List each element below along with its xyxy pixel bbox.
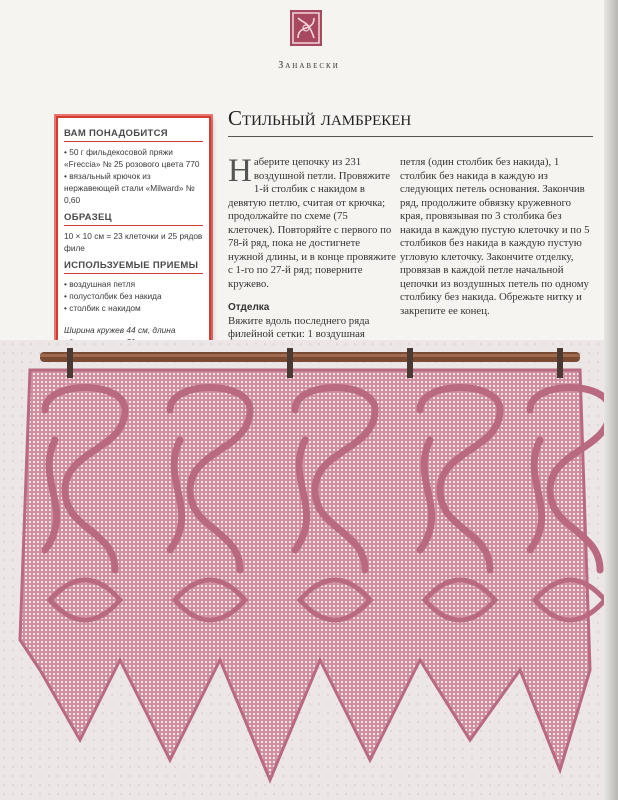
needs-heading: ВАМ ПОНАДОБИТСЯ [64,128,168,139]
curtain-clip [287,348,293,378]
title-divider [228,136,593,137]
technique-item: • столбик с накидом [64,302,203,314]
article-title: Стильный ламбрекен [228,106,412,130]
box-divider [64,141,203,142]
technique-item: • полустолбик без накида [64,290,203,302]
lace-valance-image [0,340,604,800]
curtain-photo [0,340,604,800]
techniques-heading: ИСПОЛЬЗУЕМЫЕ ПРИЕМЫ [64,260,199,271]
intro-paragraph [228,153,396,291]
drop-cap: Н [228,153,252,189]
finishing-paragraph-cont: петля (один столбик без накида), 1 столбик без накида в каждую из следующих петель основания. Закончив ряд, продолжите обвязку кружевного края, провязывая по 3 столбика без накида в каждую пустую клеточку и по 5 столбиков без накида в каждую пустую угловую клеточку. Закончите отделку, провязав в каждой петле начальной цепочки из воздушных петель по одному столбику без накида. Обрежьте нитку и закрепите ее конец. [400,156,590,317]
curtain-clip [67,348,73,378]
section-label: Занавески [278,60,340,71]
size-note: Ширина кружев 44 см, длина [64,325,176,335]
section-emblem-icon [290,10,322,46]
sample-heading: ОБРАЗЕЦ [64,212,112,223]
sample-text: 10 × 10 см = 23 клеточки и 25 рядов филе [64,231,203,253]
finishing-subhead: Отделка [228,302,270,313]
technique-item: • воздушная петля [64,278,203,290]
page-gutter [604,0,618,800]
text-column-left [228,153,396,342]
text-column-right [400,156,590,318]
box-divider [64,225,203,226]
box-divider [64,273,203,274]
curtain-clip [407,348,413,378]
needs-item: • 50 г фильдекосовой пряжи «Freccia» № 25 розового цвета 770 [64,146,203,170]
finishing-paragraph-start: Вяжите вдоль последнего ряда филейной сетки: 1 воздушная [228,314,370,340]
intro-text: аберите цепочку из 231 воздушной петли. Провяжите 1-й столбик с накидом в девятую петлю, считая от крючка; продолжайте по схеме (75 клеточек). Повторяйте с первого по 78-й ряд, пока не достигнете нужной длины, и в конце провяжите с 1-го по 27-й ряд; поверните кружево. [228,156,396,290]
curtain-clip [557,348,563,378]
needs-item: • вязальный крючок из нержавеющей стали «Milward» № 0,60 [64,170,203,206]
